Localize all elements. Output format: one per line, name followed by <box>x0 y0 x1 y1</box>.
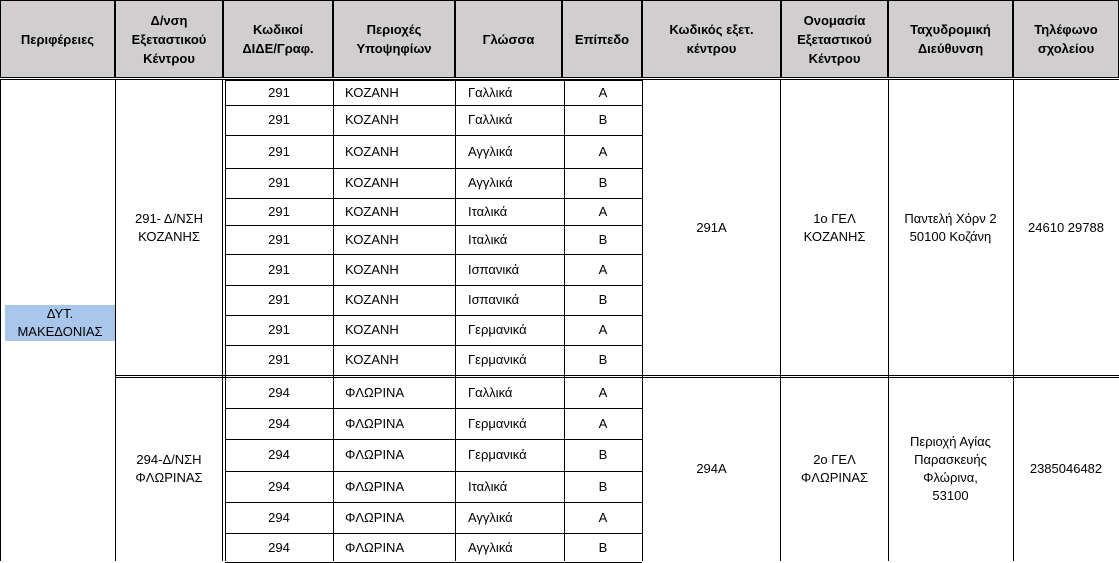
column-header: Τηλέφωνο σχολείου <box>1013 0 1119 78</box>
cell-code: 294 <box>268 539 290 555</box>
cell-language: Γαλλικά <box>468 112 513 127</box>
cell-area: ΦΛΩΡΙΝΑ <box>345 539 405 555</box>
center-code: 294Α <box>696 461 727 476</box>
cell-language: Ιταλικά <box>468 478 508 494</box>
cell-area: ΦΛΩΡΙΝΑ <box>345 509 405 525</box>
postal-address: Περιοχή Αγίας Παρασκευής Φλώρινα, 53100 <box>910 434 991 503</box>
column-header: Ταχυδρομική Διεύθυνση <box>888 0 1013 78</box>
column-header: Κωδικός εξετ. κέντρου <box>642 0 781 78</box>
cell-level: Α <box>598 203 608 219</box>
cell-language: Γερμανικά <box>468 447 527 462</box>
cell-code: 291 <box>268 84 290 100</box>
cell-language: Ιταλικά <box>468 231 508 247</box>
cell-level: Β <box>598 292 608 307</box>
postal-address: Παντελή Χόρν 2 50100 Κοζάνη <box>904 210 997 244</box>
cell-language: Αγγλικά <box>468 539 513 555</box>
cell-code: 294 <box>268 384 290 400</box>
cell-code: 291 <box>268 203 290 219</box>
cell-level: Α <box>598 143 608 159</box>
cell-code: 294 <box>268 478 290 494</box>
cell-code: 294 <box>268 415 290 431</box>
cell-level: Α <box>598 84 608 100</box>
cell-language: Ισπανικά <box>468 261 520 277</box>
cell-level: Β <box>598 478 608 494</box>
cell-level: Α <box>598 415 608 431</box>
column-header: Επίπεδο <box>562 0 642 78</box>
column-header: Περιφέρειες <box>0 0 115 78</box>
cell-language: Γερμανικά <box>468 415 527 431</box>
cell-language: Ισπανικά <box>468 292 520 307</box>
center-name: 2ο ΓΕΛ ΦΛΩΡΙΝΑΣ <box>800 452 869 485</box>
cell-language: Αγγλικά <box>468 175 513 190</box>
center-name: 1ο ΓΕΛ ΚΟΖΑΝΗΣ <box>803 210 866 244</box>
cell-language: Αγγλικά <box>468 143 513 159</box>
cell-code: 291 <box>268 143 290 159</box>
cell-code: 291 <box>268 322 290 337</box>
cell-level: Β <box>598 231 608 247</box>
center-code: 291Α <box>696 219 727 235</box>
region-label: ΔΥΤ. ΜΑΚΕΔΟΝΙΑΣ <box>5 305 115 341</box>
cell-area: ΚΟΖΑΝΗ <box>345 175 399 190</box>
cell-language: Γερμανικά <box>468 322 527 337</box>
cell-area: ΚΟΖΑΝΗ <box>345 352 399 367</box>
cell-language: Γερμανικά <box>468 352 527 367</box>
cell-level: Α <box>598 261 608 277</box>
cell-code: 291 <box>268 352 290 367</box>
cell-language: Γαλλικά <box>468 84 513 100</box>
school-phone: 2385046482 <box>1029 461 1103 476</box>
column-header: Γλώσσα <box>455 0 562 78</box>
school-phone: 24610 29788 <box>1028 219 1104 235</box>
cell-area: ΚΟΖΑΝΗ <box>345 292 399 307</box>
cell-code: 291 <box>268 112 290 127</box>
cell-level: Β <box>598 112 608 127</box>
cell-level: Β <box>598 447 608 462</box>
column-header: Δ/νση Εξεταστικού Κέντρου <box>115 0 223 78</box>
cell-language: Αγγλικά <box>468 509 513 525</box>
cell-area: ΚΟΖΑΝΗ <box>345 231 399 247</box>
cell-area: ΚΟΖΑΝΗ <box>345 203 399 219</box>
cell-area: ΚΟΖΑΝΗ <box>345 143 399 159</box>
cell-level: Α <box>598 322 608 337</box>
cell-area: ΚΟΖΑΝΗ <box>345 261 399 277</box>
cell-level: Α <box>598 384 608 400</box>
cell-code: 291 <box>268 292 290 307</box>
cell-area: ΦΛΩΡΙΝΑ <box>345 415 405 431</box>
cell-code: 291 <box>268 175 290 190</box>
cell-area: ΦΛΩΡΙΝΑ <box>345 384 405 400</box>
cell-language: Γαλλικά <box>468 384 513 400</box>
cell-code: 291 <box>268 231 290 247</box>
cell-code: 291 <box>268 261 290 277</box>
cell-level: Β <box>598 175 608 190</box>
column-header: Κωδικοί ΔΙΔΕ/Γραφ. <box>223 0 333 78</box>
cell-level: Β <box>598 539 608 555</box>
directorate-name: 291- Δ/ΝΣΗ ΚΟΖΑΝΗΣ <box>134 210 204 244</box>
cell-code: 294 <box>268 447 290 462</box>
cell-language: Ιταλικά <box>468 203 508 219</box>
cell-level: Β <box>598 352 608 367</box>
column-header: Περιοχές Υποψηφίων <box>333 0 455 78</box>
directorate-name: 294-Δ/ΝΣΗ ΦΛΩΡΙΝΑΣ <box>135 452 203 485</box>
cell-area: ΚΟΖΑΝΗ <box>345 84 399 100</box>
cell-area: ΦΛΩΡΙΝΑ <box>345 447 405 462</box>
cell-level: Α <box>598 509 608 525</box>
cell-area: ΚΟΖΑΝΗ <box>345 112 399 127</box>
column-header: Ονομασία Εξεταστικού Κέντρου <box>781 0 888 78</box>
cell-code: 294 <box>268 509 290 525</box>
cell-area: ΦΛΩΡΙΝΑ <box>345 478 405 494</box>
cell-area: ΚΟΖΑΝΗ <box>345 322 399 337</box>
